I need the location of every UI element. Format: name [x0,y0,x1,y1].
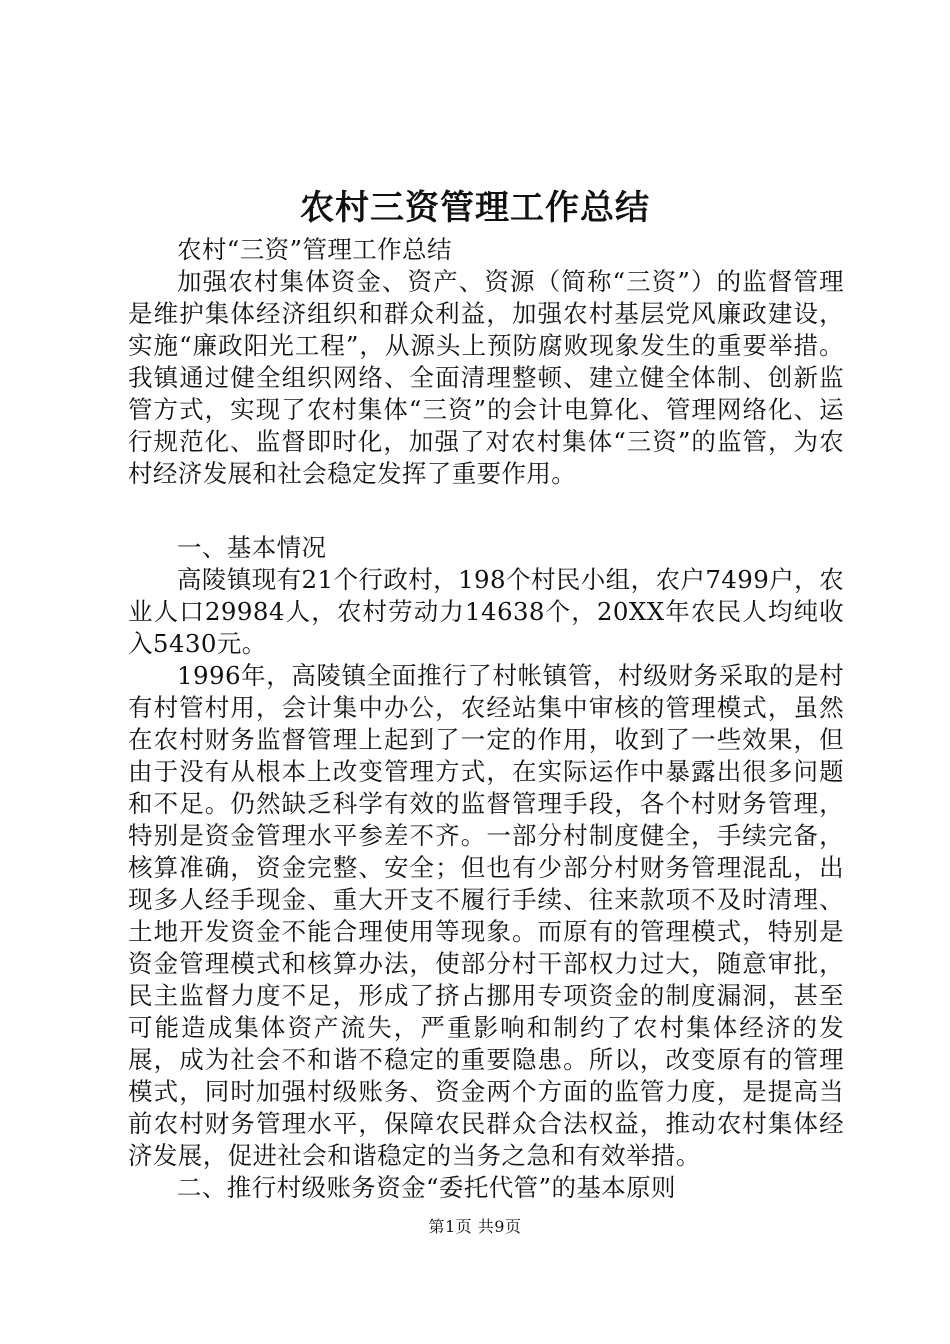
page-footer: 第1页 共9页 [428,1217,522,1236]
subtitle-paragraph: 农村“三资”管理工作总结 [177,235,452,264]
statistics-paragraph: 高陵镇现有21个行政村，198个村民小组，农户7499户，农业人口29984人，农村劳动力14638个，20XX年农民人均纯收入5430元。 [128,565,844,658]
paragraph-gap [128,490,844,532]
document-body [128,234,844,1204]
history-paragraph: 1996年，高陵镇全面推行了村帐镇管，村级财务采取的是村有村管村用，会计集中办公，农经站集中审核的管理模式，虽然在农村财务监督管理上起到了一定的作用，收到了一些效果，但由于没有从根本上改变管理方式，在实际运作中暴露出很多问题和不足。仍然缺乏科学有效的监督管理手段，各个村财务管理，特别是资金管理水平参差不齐。一部分村制度健全，手续完备，核算准确，资金完整、安全；但也有少部分村财务管理混乱，出现多人经手现金、重大开支不履行手续、往来款项不及时清理、土地开发资金不能合理使用等现象。而原有的管理模式，特别是资金管理模式和核算办法，使部分村干部权力过大，随意审批，民主监督力度不足，形成了挤占挪用专项资金的制度漏洞，甚至可能造成集体资产流失，严重影响和制约了农村集体经济的发展，成为社会不和谐不稳定的重要隐患。所以，改变原有的管理模式，同时加强村级账务、资金两个方面的监管力度，是提高当前农村财务管理水平，保障农民群众合法权益，推动农村集体经济发展，促进社会和谐稳定的当务之急和有效举措。 [128,661,844,1170]
section-heading-principles: 二、推行村级账务资金“委托代管”的基本原则 [177,1173,676,1202]
intro-paragraph: 加强农村集体资金、资产、资源（简称“三资”）的监督管理是维护集体经济组织和群众利益，加强农村基层党风廉政建设，实施“廉政阳光工程”，从源头上预防腐败现象发生的重要举措。我镇通过健全组织网络、全面清理整顿、建立健全体制、创新监管方式，实现了农村集体“三资”的会计电算化、管理网络化、运行规范化、监督即时化，加强了对农村集体“三资”的监管，为农村经济发展和社会稳定发挥了重要作用。 [128,267,844,488]
section-heading-basic-situation: 一、基本情况 [177,533,327,562]
document-title: 农村三资管理工作总结 [300,188,650,228]
